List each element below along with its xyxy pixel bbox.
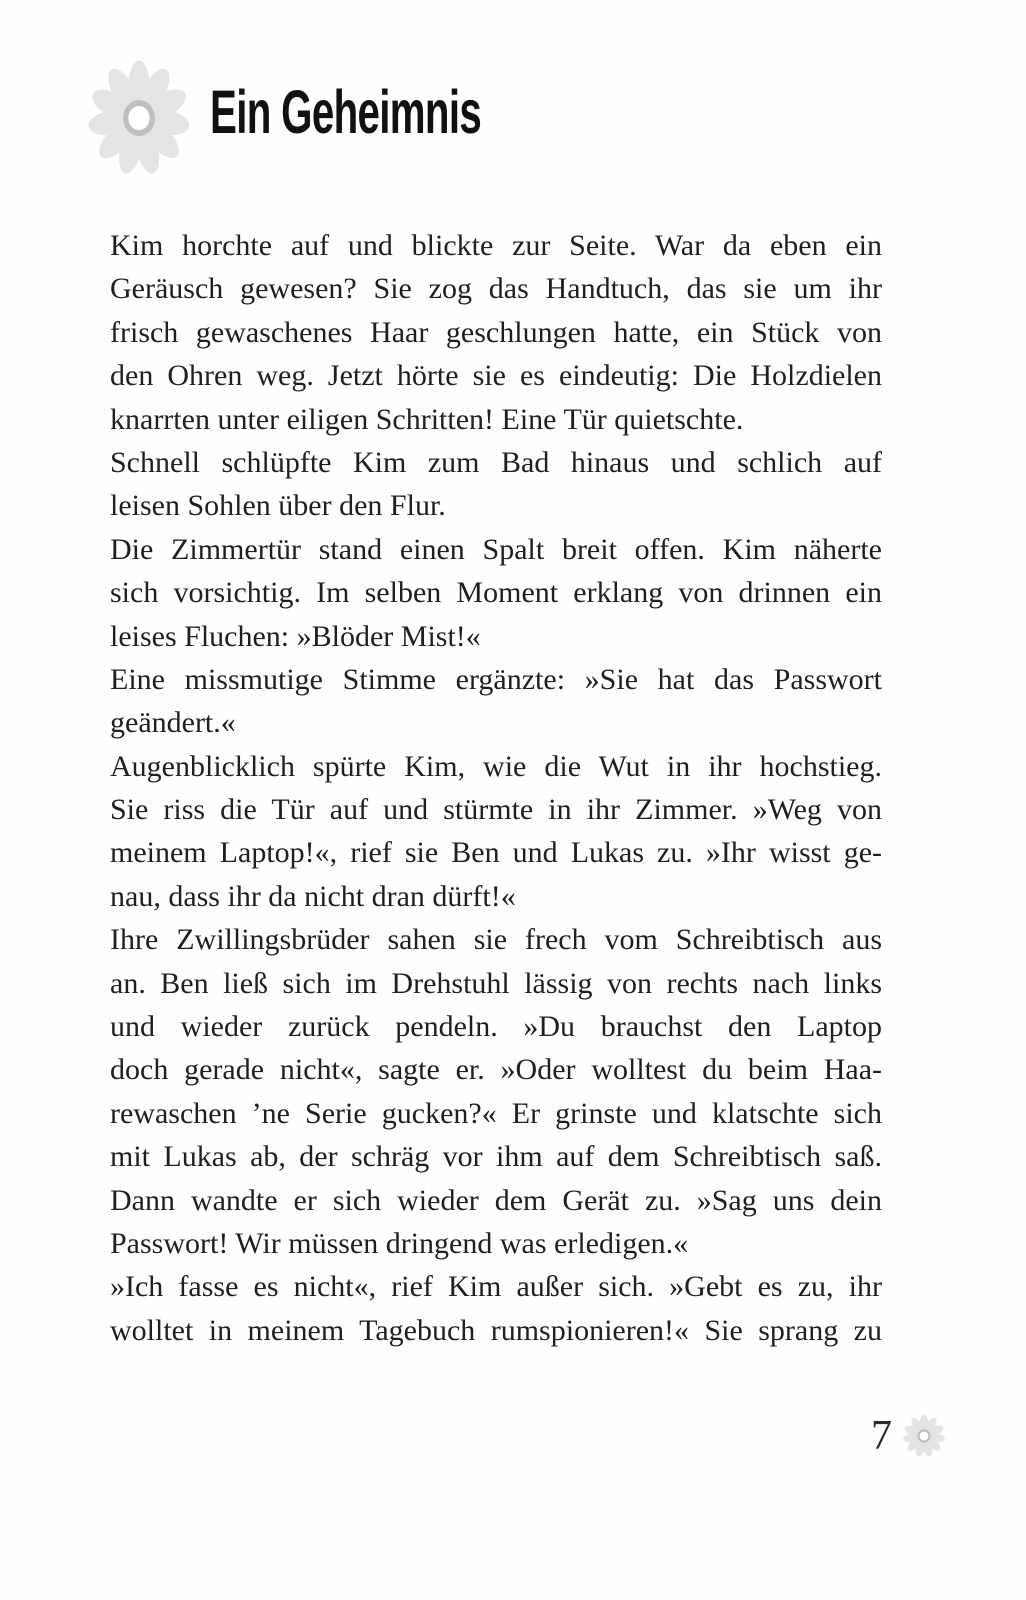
text-line: rewaschen ’ne Serie gucken?« Er grinste und klatschte sich (110, 1096, 882, 1130)
text-line: mit Lukas ab, der schräg vor ihm auf dem Schreibtisch saß. (110, 1140, 882, 1174)
text-line: und wieder zurück pendeln. »Du brauchst den Laptop (110, 1010, 882, 1044)
text-line: Sie riss die Tür auf und stürmte in ihr Zimmer. »Weg von (110, 793, 882, 827)
body-text (110, 224, 882, 1352)
page-footer (871, 1414, 946, 1458)
text-line: den Ohren weg. Jetzt hörte sie es eindeutig: Die Holzdielen (110, 359, 882, 393)
text-line: frisch gewaschenes Haar geschlungen hatte, ein Stück von (110, 315, 882, 349)
text-line: wolltet in meinem Tagebuch rumspionieren!« Sie sprang zu (110, 1313, 882, 1347)
text-line: meinem Laptop!«, rief sie Ben und Lukas zu. »Ihr wisst ge- (110, 836, 882, 870)
text-line: leisen Sohlen über den Flur. (110, 489, 446, 523)
text-line: knarrten unter eiligen Schritten! Eine Tür quietschte. (110, 402, 744, 436)
text-line: Geräusch gewesen? Sie zog das Handtuch, das sie um ihr (110, 272, 882, 306)
flower-icon (902, 1414, 946, 1458)
chapter-title: Ein Geheimnis (210, 78, 482, 146)
text-line: geändert.« (110, 706, 236, 740)
text-line: Kim horchte auf und blickte zur Seite. War da eben ein (110, 229, 882, 262)
text-line: Eine missmutige Stimme ergänzte: »Sie hat das Passwort (110, 662, 882, 696)
chapter-header (0, 0, 1026, 200)
text-line: an. Ben ließ sich im Drehstuhl lässig von rechts nach links (110, 966, 882, 1000)
text-line: Dann wandte er sich wieder dem Gerät zu. »Sag uns dein (110, 1183, 882, 1217)
text-line: Die Zimmertür stand einen Spalt breit offen. Kim näherte (110, 532, 882, 566)
text-line: Augenblicklich spürte Kim, wie die Wut in ihr hochstieg. (110, 749, 882, 783)
text-line: Ihre Zwillingsbrüder sahen sie frech vom Schreibtisch aus (110, 923, 882, 957)
flower-icon (86, 58, 192, 178)
text-line: leises Fluchen: »Blöder Mist!« (110, 619, 481, 653)
text-line: Passwort! Wir müssen dringend was erledigen.« (110, 1226, 689, 1260)
page-number: 7 (871, 1413, 892, 1459)
text-line: doch gerade nicht«, sagte er. »Oder wolltest du beim Haa- (110, 1053, 882, 1087)
text-line: sich vorsichtig. Im selben Moment erklang von drinnen ein (110, 576, 882, 610)
text-line: »Ich fasse es nicht«, rief Kim außer sich. »Gebt es zu, ihr (110, 1270, 882, 1304)
text-line: Schnell schlüpfte Kim zum Bad hinaus und schlich auf (110, 445, 882, 479)
text-line: nau, dass ihr da nicht dran dürft!« (110, 879, 516, 913)
